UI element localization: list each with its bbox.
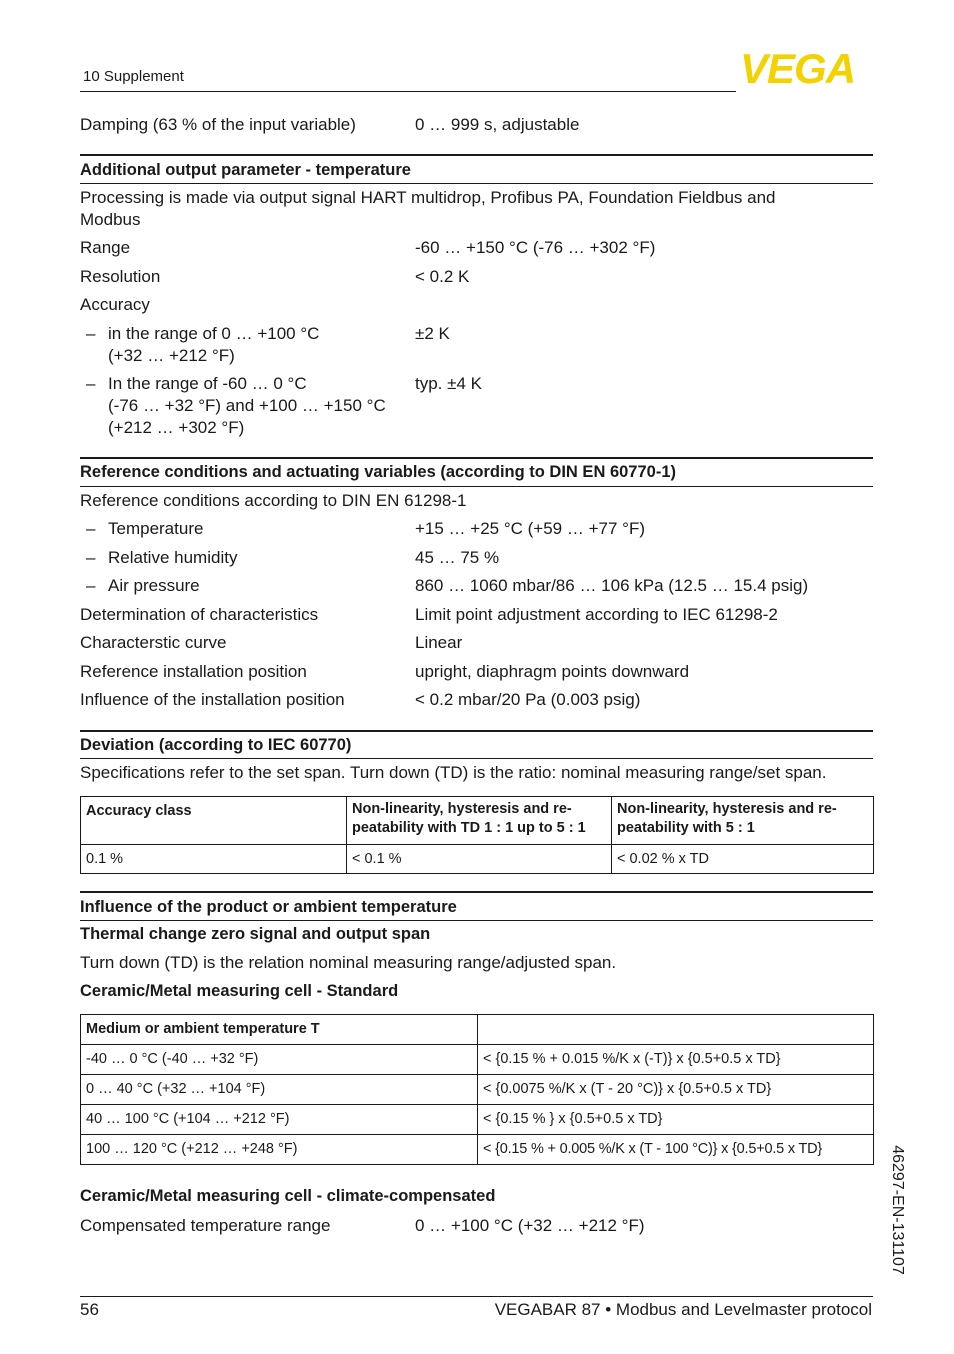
influence-install-value: < 0.2 mbar/20 Pa (0.003 psig) bbox=[415, 690, 641, 709]
table-cell: 0 … 40 °C (+32 … +104 °F) bbox=[81, 1075, 478, 1105]
dash-bullet: – bbox=[86, 576, 96, 595]
deviation-title: Deviation (according to IEC 60770) bbox=[80, 736, 352, 754]
section-rule-top bbox=[80, 154, 873, 156]
table-cell: < 0.1 % bbox=[347, 845, 612, 874]
accuracy-item-2-line-1: In the range of -60 … 0 °C bbox=[108, 374, 307, 393]
table-row bbox=[81, 1075, 874, 1105]
table-row bbox=[81, 1045, 874, 1075]
table-cell: < {0.15 % } x {0.5+0.5 x TD} bbox=[478, 1105, 874, 1135]
deviation-table bbox=[80, 796, 874, 874]
accuracy-item-2 bbox=[86, 373, 386, 439]
section-rule-top bbox=[80, 730, 873, 732]
range-value: -60 … +150 °C (-76 … +302 °F) bbox=[415, 238, 656, 257]
standard-cell-title: Ceramic/Metal measuring cell - Standard bbox=[80, 982, 399, 1000]
dash-bullet: – bbox=[86, 548, 96, 567]
reference-intro: Reference conditions according to DIN EN 61298-1 bbox=[80, 491, 467, 510]
install-label: Reference installation position bbox=[80, 662, 307, 681]
accuracy-item-1-line-2: (+32 … +212 °F) bbox=[108, 346, 235, 365]
additional-output-intro-1: Processing is made via output signal HART multidrop, Profibus PA, Foundation Fieldbus and bbox=[80, 188, 776, 207]
table-cell: -40 … 0 °C (-40 … +32 °F) bbox=[81, 1045, 478, 1075]
accuracy-item-2-value: typ. ±4 K bbox=[415, 374, 482, 393]
table-header-cell: Medium or ambient temperature T bbox=[81, 1015, 478, 1045]
section-rule-bottom bbox=[80, 920, 873, 921]
accuracy-label: Accuracy bbox=[80, 295, 150, 314]
temperature-table bbox=[80, 1014, 874, 1165]
turn-down-intro: Turn down (TD) is the relation nominal measuring range/adjusted span. bbox=[80, 953, 617, 972]
deviation-intro: Specifications refer to the set span. Turn down (TD) is the ratio: nominal measuring range/set span. bbox=[80, 763, 827, 782]
accuracy-item-1-value: ±2 K bbox=[415, 324, 450, 343]
table-header-cell: Accuracy class bbox=[81, 797, 347, 845]
section-rule-bottom bbox=[80, 183, 873, 184]
additional-output-intro-2: Modbus bbox=[80, 210, 141, 229]
damping-value: 0 … 999 s, adjustable bbox=[415, 115, 580, 134]
dash-bullet: – bbox=[86, 519, 96, 538]
accuracy-item-2-line-2: (-76 … +32 °F) and +100 … +150 °C bbox=[108, 396, 386, 415]
section-rule-bottom bbox=[80, 758, 873, 759]
section-rule-top bbox=[80, 457, 873, 459]
table-cell: 100 … 120 °C (+212 … +248 °F) bbox=[81, 1135, 478, 1165]
vega-logo-text: VEGA bbox=[740, 46, 856, 88]
climate-compensated-title: Ceramic/Metal measuring cell - climate-compensated bbox=[80, 1187, 496, 1205]
dash-bullet: – bbox=[86, 374, 96, 393]
reference-air-label: – Air pressure bbox=[86, 576, 200, 595]
reference-temperature-label: – Temperature bbox=[86, 519, 204, 538]
footer-product: VEGABAR 87 • Modbus and Levelmaster protocol bbox=[494, 1300, 872, 1319]
thermal-change-subtitle: Thermal change zero signal and output span bbox=[80, 925, 431, 943]
table-cell: < {0.0075 %/K x (T - 20 °C)} x {0.5+0.5 x TD} bbox=[478, 1075, 874, 1105]
header-rule bbox=[80, 91, 736, 92]
vega-logo-icon bbox=[740, 46, 874, 88]
table-header-row bbox=[81, 797, 874, 845]
section-rule-bottom bbox=[80, 486, 873, 487]
determination-value: Limit point adjustment according to IEC 61298-2 bbox=[415, 605, 778, 624]
vega-logo bbox=[740, 46, 874, 88]
accuracy-item-2-line-3: (+212 … +302 °F) bbox=[108, 418, 245, 437]
document-code: 46297-EN-131107 bbox=[889, 1145, 906, 1275]
reference-humidity-value: 45 … 75 % bbox=[415, 548, 500, 567]
table-cell: 40 … 100 °C (+104 … +212 °F) bbox=[81, 1105, 478, 1135]
dash-bullet: – bbox=[86, 324, 96, 343]
influence-title: Influence of the product or ambient temperature bbox=[80, 898, 457, 916]
compensated-range-label: Compensated temperature range bbox=[80, 1216, 331, 1235]
reference-humidity-label: – Relative humidity bbox=[86, 548, 238, 567]
accuracy-item-1 bbox=[86, 323, 319, 367]
range-label: Range bbox=[80, 238, 131, 257]
table-cell: < {0.15 % + 0.005 %/K x (T - 100 °C)} x {0.5+0.5 x TD} bbox=[478, 1135, 874, 1165]
reference-air-value: 860 … 1060 mbar/86 … 106 kPa (12.5 … 15.4 psig) bbox=[415, 576, 809, 595]
table-header-row bbox=[81, 1015, 874, 1045]
header-section-label: 10 Supplement bbox=[83, 68, 184, 85]
page-number: 56 bbox=[80, 1300, 99, 1319]
resolution-value: < 0.2 K bbox=[415, 267, 470, 286]
table-row bbox=[81, 1135, 874, 1165]
table-row bbox=[81, 1105, 874, 1135]
table-header-cell: Non-linearity, hysteresis and re- peatability with 5 : 1 bbox=[612, 797, 874, 845]
footer-rule bbox=[80, 1296, 873, 1297]
determination-label: Determination of characteristics bbox=[80, 605, 319, 624]
table-cell: 0.1 % bbox=[81, 845, 347, 874]
curve-value: Linear bbox=[415, 633, 463, 652]
table-header-cell: Non-linearity, hysteresis and re- peatability with TD 1 : 1 up to 5 : 1 bbox=[347, 797, 612, 845]
table-cell: < 0.02 % x TD bbox=[612, 845, 874, 874]
accuracy-item-1-line-1: in the range of 0 … +100 °C bbox=[108, 324, 320, 343]
table-header-cell bbox=[478, 1015, 874, 1045]
reference-title: Reference conditions and actuating variables (according to DIN EN 60770-1) bbox=[80, 463, 676, 481]
compensated-range-value: 0 … +100 °C (+32 … +212 °F) bbox=[415, 1216, 645, 1235]
install-value: upright, diaphragm points downward bbox=[415, 662, 690, 681]
curve-label: Characterstic curve bbox=[80, 633, 227, 652]
additional-output-title: Additional output parameter - temperature bbox=[80, 161, 411, 179]
resolution-label: Resolution bbox=[80, 267, 161, 286]
table-cell: < {0.15 % + 0.015 %/K x (-T)} x {0.5+0.5 x TD} bbox=[478, 1045, 874, 1075]
table-row bbox=[81, 845, 874, 874]
influence-install-label: Influence of the installation position bbox=[80, 690, 345, 709]
damping-label: Damping (63 % of the input variable) bbox=[80, 115, 356, 134]
section-rule-top bbox=[80, 891, 873, 893]
reference-temperature-value: +15 … +25 °C (+59 … +77 °F) bbox=[415, 519, 645, 538]
